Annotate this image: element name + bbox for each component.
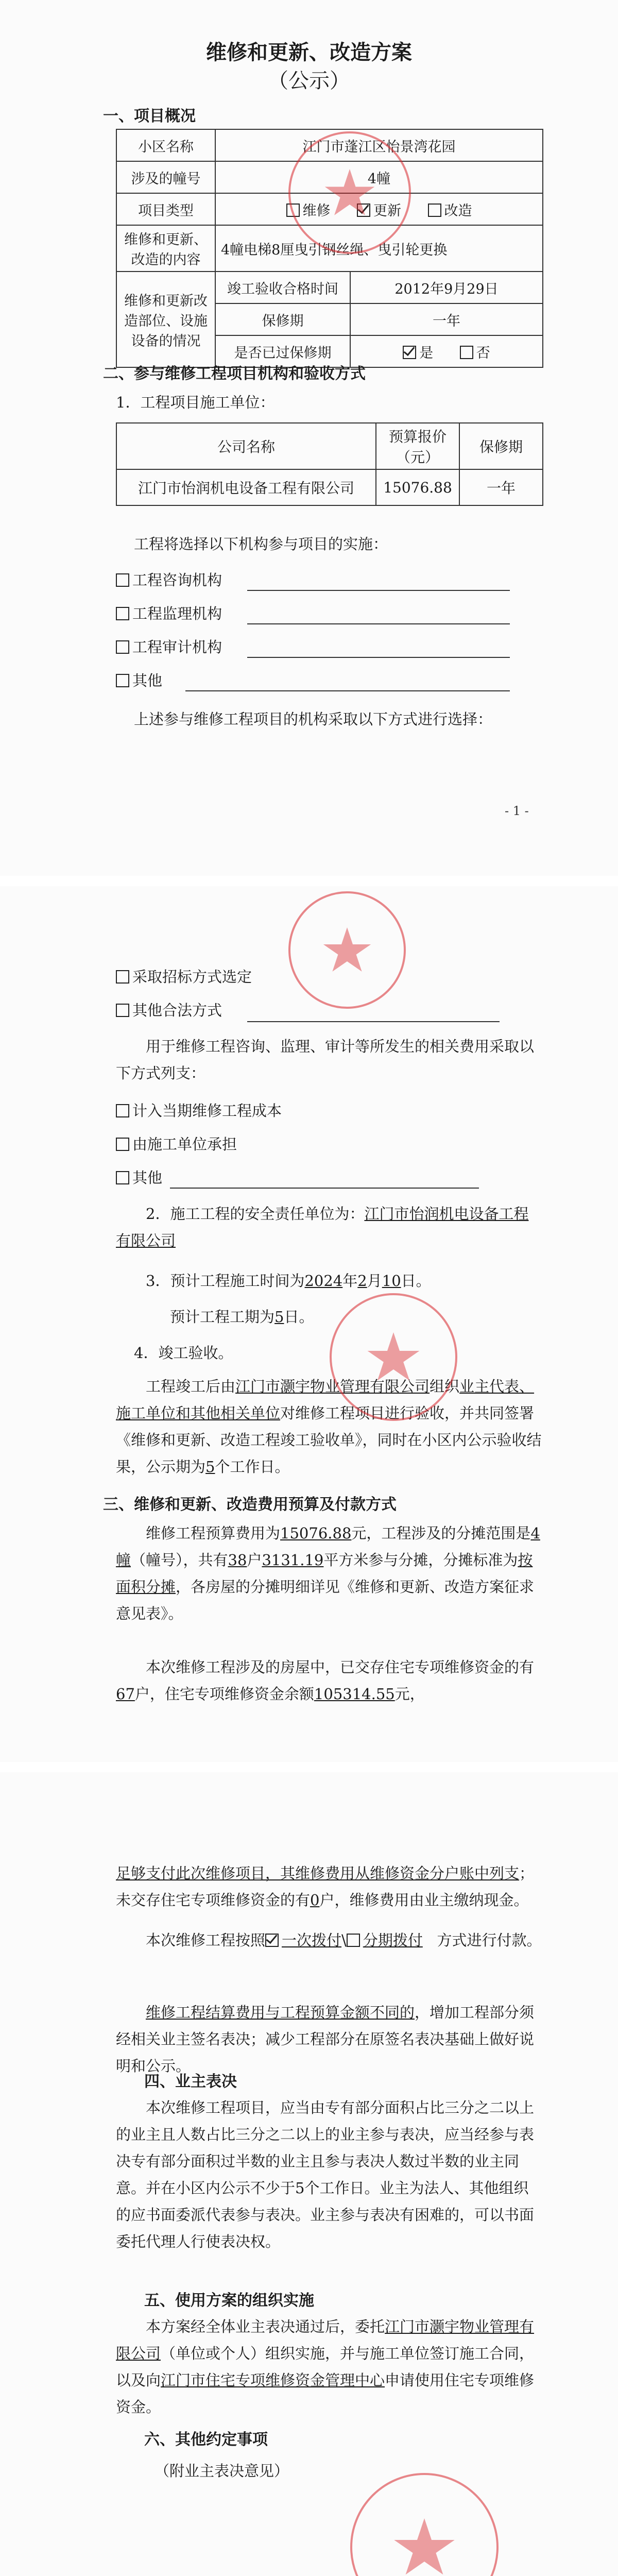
blank-line [185, 690, 510, 691]
implementing-org: 江门市灏宇物业管理有限公司 [116, 2318, 535, 2362]
facility-label: 维修和更新改造部位、设施设备的情况 [116, 272, 215, 367]
checkbox-icon [428, 204, 441, 217]
section-6-heading: 六、其他约定事项 [144, 2431, 268, 2449]
warranty-label: 保修期 [215, 303, 350, 335]
section-1-heading: 一、项目概况 [103, 107, 196, 125]
select-option-other: 其他合法方式 [116, 997, 222, 1024]
checkbox-icon [116, 640, 129, 654]
org-option-consulting: 工程咨询机构 [116, 567, 222, 594]
company-seal-stamp [288, 131, 411, 254]
building-number: 4幢 [215, 161, 543, 193]
section-4-heading: 四、业主表决 [144, 2073, 237, 2091]
section-2-heading: 二、参与维修工程项目机构和验收方式 [103, 365, 366, 383]
property-seal-stamp [330, 1293, 457, 1421]
start-month: 2 [357, 1272, 367, 1290]
acceptance-label: 竣工验收合格时间 [215, 272, 350, 303]
item-1-text: 1．工程项目施工单位： [116, 394, 275, 411]
household-count: 38 [228, 1551, 247, 1569]
item-3-text: 3．预计工程施工时间为2024年2月10日。 [146, 1272, 431, 1290]
fund-sufficient: 足够支付此次维修项目，其维修费用从维修资金分户账中列支 [116, 1865, 520, 1882]
page-number: - 1 - [505, 804, 529, 818]
start-day: 10 [382, 1272, 401, 1290]
row-label: 维修和更新、改造的内容 [116, 225, 215, 272]
settlement-paragraph: 维修工程结算费用与工程预算金额不同的，增加工程部分须经相关业主签名表决；减少工程部分在原签名表决基础上做好说明和公示。 [116, 2004, 535, 2075]
row-label: 涉及的幢号 [116, 161, 215, 193]
settlement-condition: 维修工程结算费用与工程预算金额不同的 [146, 2004, 415, 2021]
checkbox-icon [347, 1934, 360, 1947]
price-header: 预算报价（元） [376, 423, 459, 469]
section-5-heading: 五、使用方案的组织实施 [144, 2292, 314, 2310]
property-seal-stamp [350, 2473, 499, 2576]
period-days: 5 [274, 1308, 284, 1326]
warranty-value: 一年 [350, 303, 543, 335]
org-option-audit: 工程审计机构 [116, 634, 222, 660]
safety-unit: 江门市怡润机电设备工程有限公司 [116, 1205, 529, 1249]
area-value: 3131.19 [262, 1551, 324, 1569]
option-label: 否 [476, 345, 490, 361]
checkbox-icon [116, 607, 129, 620]
item-2-text: 2．施工工程的安全责任单位为：江门市怡润机电设备工程有限公司 [116, 1205, 529, 1249]
unpaid-households: 0 [310, 1891, 320, 1909]
choose-orgs-text: 工程将选择以下机构参与项目的实施： [134, 535, 388, 553]
checkbox-icon [116, 573, 129, 587]
fee-text: 用于维修工程咨询、监理、审计等所发生的相关费用采取以下方式列支： [116, 1038, 535, 1082]
expired-label: 是否已过保修期 [215, 335, 350, 367]
page-1 [0, 0, 618, 876]
blank-line [247, 1021, 500, 1022]
budget-paragraph: 维修工程预算费用为15076.88元，工程涉及的分摊范围是4幢（幢号），共有38户3131.19平方米参与分摊，分摊标准为按面积分摊，各房屋的分摊明细详见《维修和更新、改造方案征求意见表》。 [116, 1524, 540, 1622]
checkbox-icon [116, 1171, 129, 1184]
company-warranty: 一年 [459, 469, 543, 505]
checkbox-icon [116, 1104, 129, 1117]
checkbox-icon [116, 1138, 129, 1151]
maintenance-content: 4幢电梯8厘曳引钢丝绳、曳引轮更换 [215, 225, 543, 272]
org-option-supervision: 工程监理机构 [116, 600, 222, 627]
org-option-other: 其他 [116, 667, 162, 694]
acceptance-paragraph: 工程竣工后由江门市灏宇物业管理有限公司组织业主代表、施工单位和其他相关单位对维修工程项目进行验收，并共同签署《维修和更新、改造工程竣工验收单》，同时在小区内公示验收结果，公示期为5个工作日。 [116, 1378, 542, 1476]
company-seal-stamp [288, 891, 406, 1009]
checkbox-icon [116, 674, 129, 687]
warranty-header: 保修期 [459, 423, 543, 469]
fund-balance: 105314.55 [314, 1685, 395, 1703]
blank-line [170, 1188, 479, 1189]
option-label: 维修 [302, 202, 331, 219]
company-price: 15076.88 [376, 469, 459, 505]
checkbox-icon [116, 1004, 129, 1017]
blank-line [247, 657, 510, 658]
blank-line [247, 590, 510, 591]
method-text: 上述参与维修工程项目的机构采取以下方式进行选择： [134, 710, 493, 728]
expired-options [350, 335, 543, 367]
checked-checkbox-icon [265, 1934, 279, 1947]
fee-option-other: 其他 [116, 1164, 162, 1191]
vote-paragraph: 本次维修工程项目，应当由专有部分面积占比三分之二以上的业主且人数占比三分之二以上的业主参与表决，应当经参与表决专有部分面积过半数的业主且参与表决人数过半数的业主同意。并在小区内公示不少于5个工作日。业主为法人、其他组织的应书面委派代表参与表决。业主参与表决有困难的，可以书面委托代理人行使表决权。 [116, 2099, 535, 2250]
section-3-heading: 三、维修和更新、改造费用预算及付款方式 [103, 1496, 397, 1514]
option-label: 是 [419, 345, 434, 361]
company-name: 江门市怡润机电设备工程有限公司 [116, 469, 376, 505]
period-text: 预计工程工期为5日。 [170, 1308, 314, 1326]
payment-paragraph: 本次维修工程按照 一次拨付\ 分期拨付 方式进行付款。 [146, 1931, 542, 1949]
fund-paragraph-part2: 足够支付此次维修项目，其维修费用从维修资金分户账中列支；未交存住宅专项维修资金的有0户，维修费用由业主缴纳现金。 [116, 1865, 535, 1909]
option-label: 改造 [444, 202, 472, 219]
doc-subtitle: （公示） [268, 69, 350, 93]
attachment-note: （附业主表决意见） [154, 2462, 289, 2480]
acceptance-date: 2012年9月29日 [350, 272, 543, 303]
budget-amount: 15076.88 [280, 1524, 352, 1542]
share-standard: 按面积分摊 [116, 1551, 533, 1596]
paid-households: 67 [116, 1685, 135, 1703]
select-option-tender: 采取招标方式选定 [116, 963, 252, 990]
checkbox-icon [116, 970, 129, 984]
scope-buildings: 4幢 [116, 1524, 540, 1569]
fund-center: 江门市住宅专项维修资金管理中心 [161, 2371, 385, 2389]
page-3 [0, 1772, 618, 2576]
acceptance-parties: 业主代表、施工单位和其他相关单位 [116, 1378, 535, 1422]
option-label: 更新 [373, 202, 401, 219]
implementation-paragraph: 本方案经全体业主表决通过后，委托江门市灏宇物业管理有限公司（单位或个人）组织实施，并与施工单位签订施工合同，以及向江门市住宅专项维修资金管理中心申请使用住宅专项维修资金。 [116, 2318, 535, 2416]
pay-once-option: 一次拨付 [282, 1931, 342, 1949]
community-name: 江门市蓬江区怡景湾花园 [215, 129, 543, 161]
company-table [116, 422, 543, 506]
publicity-days: 5 [205, 1458, 215, 1476]
row-label: 小区名称 [116, 129, 215, 161]
blank-line [247, 623, 510, 624]
fee-option-cost: 计入当期维修工程成本 [116, 1097, 282, 1124]
fee-option-contractor: 由施工单位承担 [116, 1131, 237, 1158]
fund-paragraph-part1: 本次维修工程涉及的房屋中，已交存住宅专项维修资金的有67户，住宅专项维修资金余额105314.55元， [116, 1658, 535, 1703]
checkbox-icon [460, 346, 473, 359]
page-2 [0, 886, 618, 1762]
doc-title: 维修和更新、改造方案 [206, 40, 412, 64]
company-header: 公司名称 [116, 423, 376, 469]
checked-checkbox-icon [403, 346, 416, 359]
item-4-text: 4．竣工验收。 [134, 1344, 233, 1362]
row-label: 项目类型 [116, 193, 215, 225]
start-year: 2024 [304, 1272, 343, 1290]
pay-installment-option: 分期拨付 [363, 1931, 423, 1949]
acceptance-org: 江门市灏宇物业管理有限公司 [235, 1378, 430, 1395]
